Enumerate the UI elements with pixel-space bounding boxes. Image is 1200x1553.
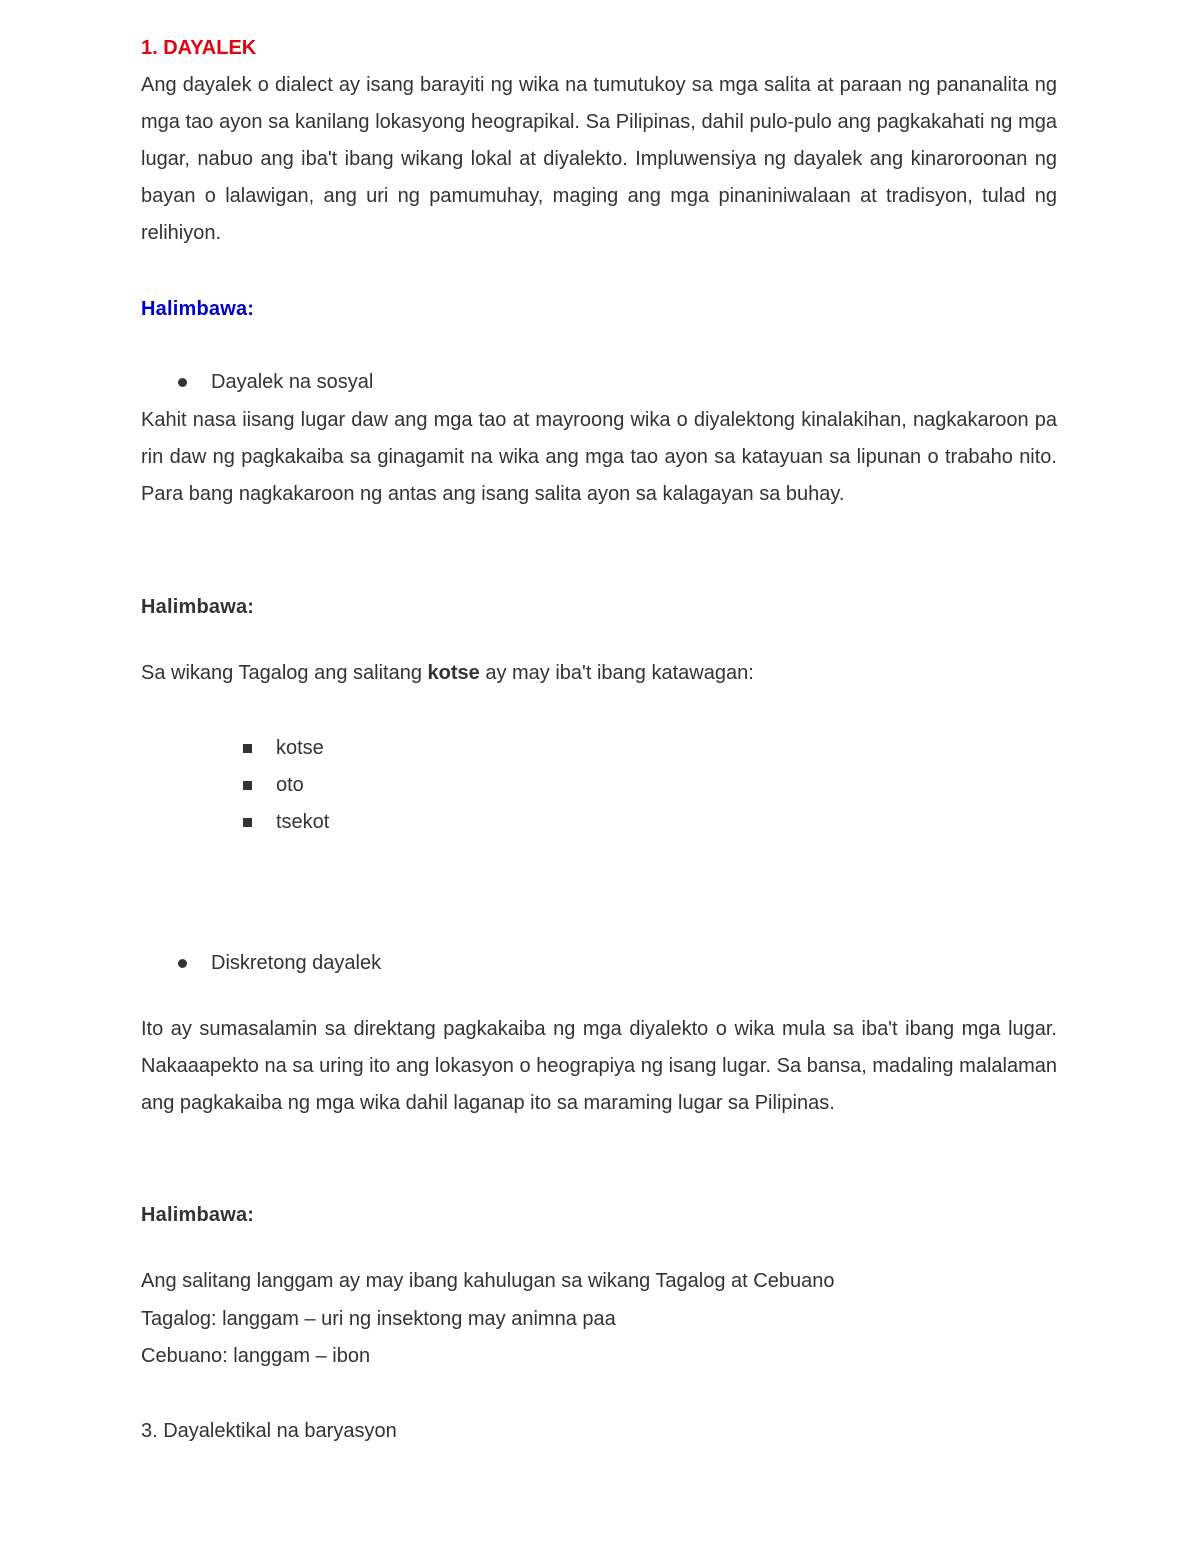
- term-label: oto: [276, 774, 304, 796]
- square-bullet-icon: [243, 781, 252, 790]
- sosyal-example-sentence: [141, 655, 754, 692]
- diskreto-example-line-3: Cebuano: langgam – ibon: [141, 1345, 371, 1367]
- example-heading-blue: Halimbawa:: [141, 298, 255, 320]
- example-suffix: ay may iba't ibang katawagan:: [479, 662, 754, 684]
- term-label: kotse: [276, 737, 324, 759]
- diskreto-paragraph: Ito ay sumasalamin sa direktang pagkakaiba ng mga diyalekto o wika mula sa iba't ibang mga lugar. Nakaaapekto na sa uring ito ang lokasyon o heograpiya ng isang lugar. Sa bansa, madaling malalaman ang pagkakaiba ng mga wika dahil laganap ito sa maraming lugar sa Pilipinas.: [141, 1018, 1057, 1114]
- section-heading-dayalek: 1. DAYALEK: [141, 37, 257, 59]
- bullet-label: Dayalek na sosyal: [211, 371, 374, 393]
- example-bold-word: kotse: [427, 662, 480, 684]
- dayalek-intro-paragraph: Ang dayalek o dialect ay isang barayiti ng wika na tumutukoy sa mga salita at paraan ng pananalita ng mga tao ayon sa kanilang lokasyong heograpikal. Sa Pilipinas, dahil pulo-pulo ang pagkakahati ng mga lugar, nabuo ang iba't ibang wikang lokal at diyalekto. Impluwensiya ng dayalek ang kinaroroonan ng bayan o lalawigan, ang uri ng pamumuhay, maging ang mga pinaniniwalaan at tradisyon, tulad ng relihiyon.: [141, 74, 1057, 244]
- bullet-label: Diskretong dayalek: [211, 952, 382, 974]
- term-label: tsekot: [276, 811, 330, 833]
- sosyal-paragraph: Kahit nasa iisang lugar daw ang mga tao at mayroong wika o diyalektong kinalakihan, nagkakaroon pa rin daw ng pagkakaiba sa ginagamit na wika ang mga tao ayon sa katayuan sa lipunan o trabaho nito. Para bang nagkakaroon ng antas ang isang salita ayon sa kalagayan sa buhay.: [141, 409, 1057, 505]
- square-bullet-icon: [243, 744, 252, 753]
- section-heading-dayalektikal: 3. Dayalektikal na baryasyon: [141, 1420, 397, 1442]
- example-prefix: Sa wikang Tagalog ang salitang: [141, 662, 428, 684]
- diskreto-example-line-1: Ang salitang langgam ay may ibang kahulugan sa wikang Tagalog at Cebuano: [141, 1270, 835, 1292]
- square-bullet-icon: [243, 818, 252, 827]
- sosyal-example-heading: Halimbawa:: [141, 596, 255, 618]
- diskreto-example-heading: Halimbawa:: [141, 1204, 255, 1226]
- bullet-dot-icon: [178, 378, 187, 387]
- bullet-dot-icon: [178, 959, 187, 968]
- diskreto-example-line-2: Tagalog: langgam – uri ng insektong may animna paa: [141, 1308, 616, 1330]
